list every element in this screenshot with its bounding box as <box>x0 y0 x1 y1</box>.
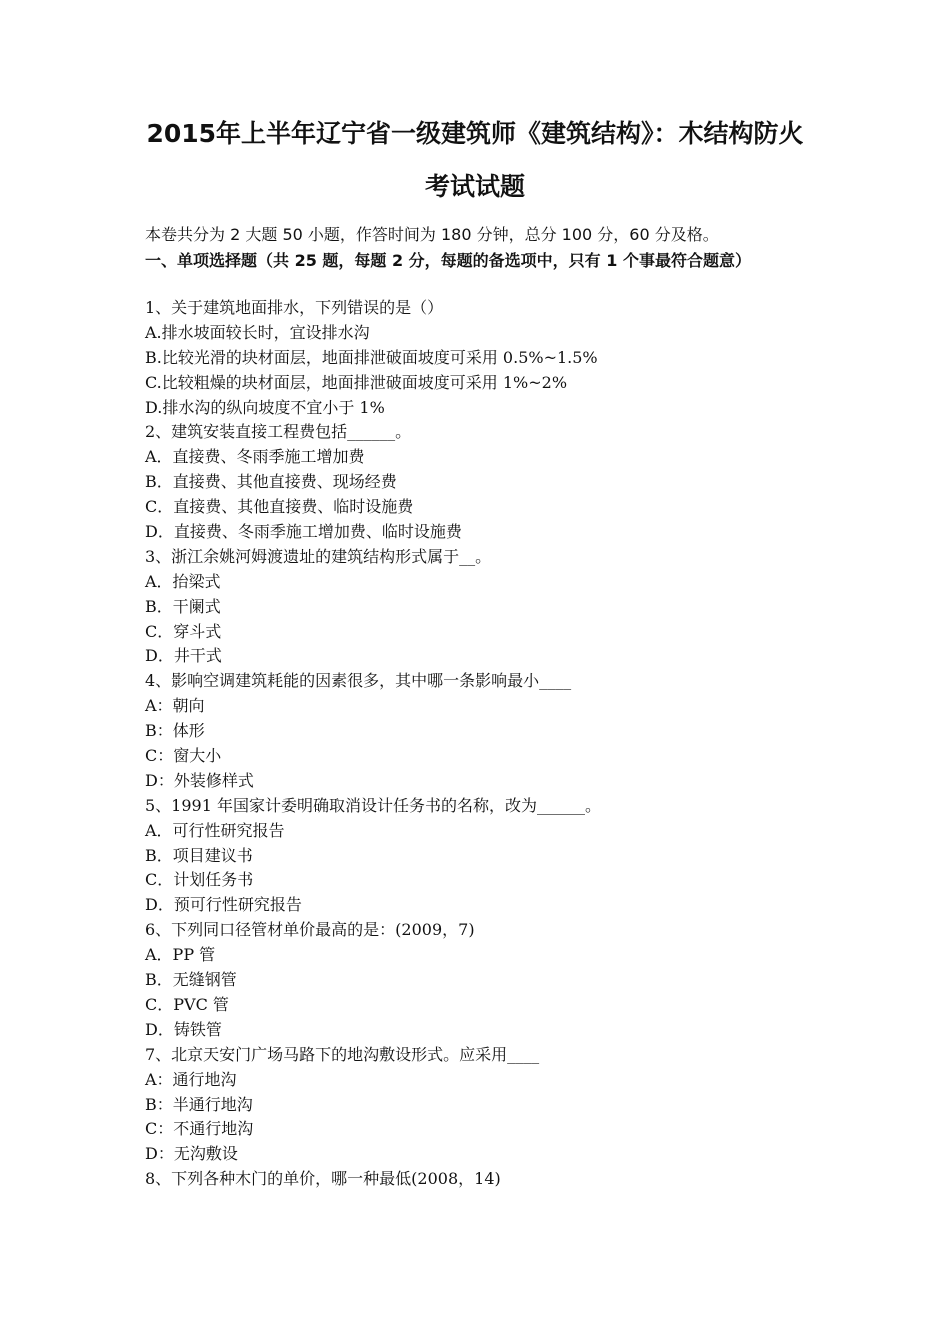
question-5-option-a: A．可行性研究报告 <box>145 820 285 840</box>
question-6-option-b: B．无缝钢管 <box>145 970 237 990</box>
question-7-option-d: D：无沟敷设 <box>145 1144 238 1164</box>
question-7-option-a: A：通行地沟 <box>145 1069 237 1089</box>
question-8-stem: 8、下列各种木门的单价，哪一种最低(2008，14) <box>145 1169 501 1189</box>
question-2-option-d: D．直接费、冬雨季施工增加费、临时设施费 <box>145 522 462 542</box>
question-6-option-d: D．铸铁管 <box>145 1019 222 1039</box>
question-4-option-d: D：外装修样式 <box>145 770 254 790</box>
question-3-option-d: D．井干式 <box>145 646 222 666</box>
question-3-option-b: B．干阑式 <box>145 596 221 616</box>
question-4-stem: 4、影响空调建筑耗能的因素很多，其中哪一条影响最小____ <box>145 671 572 691</box>
question-2-option-a: A．直接费、冬雨季施工增加费 <box>145 447 365 467</box>
question-list <box>145 296 825 1192</box>
question-3-option-a: A．抬梁式 <box>145 571 221 591</box>
question-5-stem: 5、1991 年国家计委明确取消设计任务书的名称，改为______。 <box>145 795 601 815</box>
question-1-stem: 1、关于建筑地面排水，下列错误的是（） <box>145 298 444 317</box>
question-1-option-a: A.排水坡面较长时，宜设排水沟 <box>145 322 370 342</box>
question-6-option-a: A．PP 管 <box>145 945 216 965</box>
question-6-stem: 6、下列同口径管材单价最高的是：(2009，7) <box>145 920 475 940</box>
question-4-option-a: A：朝向 <box>145 696 205 716</box>
question-5-option-c: C．计划任务书 <box>145 870 254 890</box>
question-7-option-b: B：半通行地沟 <box>145 1094 253 1114</box>
question-6-option-c: C．PVC 管 <box>145 994 229 1014</box>
question-1-option-b: B.比较光滑的块材面层，地面排泄破面坡度可采用 0.5%~1.5% <box>145 347 598 367</box>
question-4-option-c: C：窗大小 <box>145 746 222 766</box>
question-5-option-d: D．预可行性研究报告 <box>145 895 302 915</box>
question-2-option-c: C．直接费、其他直接费、临时设施费 <box>145 497 414 517</box>
document-title-line-2: 考试试题 <box>424 172 525 201</box>
question-3-option-c: C．穿斗式 <box>145 621 222 641</box>
document-title-line-1: 2015年上半年辽宁省一级建筑师《建筑结构》：木结构防火 <box>146 119 804 148</box>
question-5-option-b: B．项目建议书 <box>145 845 253 865</box>
exam-intro: 本卷共分为 2 大题 50 小题，作答时间为 180 分钟，总分 100 分，60 分及格。 <box>145 225 719 244</box>
question-1-option-c: C.比较粗燥的块材面层，地面排泄破面坡度可采用 1%~2% <box>145 372 568 392</box>
question-7-stem: 7、北京天安门广场马路下的地沟敷设形式。应采用____ <box>145 1044 540 1064</box>
section-heading: 一、单项选择题（共 25 题，每题 2 分，每题的备选项中，只有 1 个事最符合题意） <box>145 251 751 270</box>
question-2-stem: 2、建筑安装直接工程费包括______。 <box>145 422 412 442</box>
question-2-option-b: B．直接费、其他直接费、现场经费 <box>145 472 397 492</box>
question-4-option-b: B：体形 <box>145 721 205 741</box>
question-1-option-d: D.排水沟的纵向坡度不宜小于 1% <box>145 397 385 417</box>
question-7-option-c: C：不通行地沟 <box>145 1119 254 1139</box>
question-3-stem: 3、浙江余姚河姆渡遗址的建筑结构形式属于__。 <box>145 546 492 566</box>
